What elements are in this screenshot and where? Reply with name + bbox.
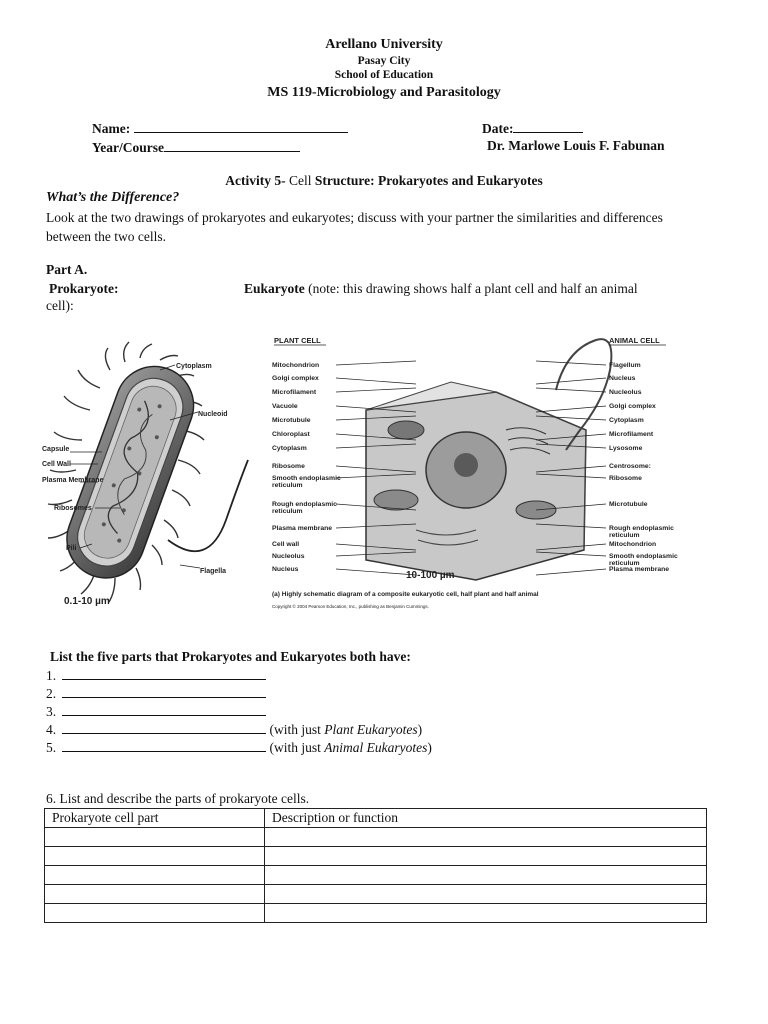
table-cell[interactable] [265,904,707,923]
table-cell[interactable] [265,828,707,847]
activity-title-rest: Structure: Prokaryotes and Eukaryotes [314,173,543,188]
animal-label: Mitochondrion [609,541,657,548]
animal-label: Microtubule [609,501,648,508]
flagellum-line [168,460,248,551]
list-note-close: ) [427,740,432,755]
prokaryote-parts-table [44,808,707,923]
animal-leader-line [536,569,606,575]
answer-field[interactable] [62,721,266,734]
table-cell[interactable] [45,885,265,904]
plant-leader-line [336,378,416,384]
table-cell[interactable] [265,885,707,904]
label-plasma-membrane: Plasma Membrane [42,477,104,484]
plant-label: Nucleolus [272,553,305,560]
animal-label: Ribosome [609,475,642,482]
animal-label: Golgi complex [609,403,656,410]
activity-cell-word: Cell [285,173,315,188]
eukaryote-copyright: Copyright © 2004 Pearson Education, Inc., publishing as Benjamin Cummings. [272,604,429,609]
year-field[interactable] [164,138,300,152]
plant-label: Plasma membrane [272,525,333,532]
animal-label: Centrosome: [609,463,651,470]
animal-label: Plasma membrane [609,566,670,573]
eukaryote-caption: (a) Highly schematic diagram of a composite eukaryotic cell, half plant and half animal [272,591,539,598]
course-title: MS 119-Microbiology and Parasitology [267,85,501,100]
eukaryote-note-cont: cell): [46,298,74,313]
prokaryote-scale: 0.1-10 µm [64,596,110,607]
prokaryote-body [56,356,205,589]
eukaryote-body [366,339,611,580]
table-cell[interactable] [265,847,707,866]
table-cell[interactable] [45,828,265,847]
plant-label: Cell wall [272,541,300,548]
instructor: Dr. Marlowe Louis F. Fabunan [487,138,665,153]
table-row [45,828,707,847]
list-num: 5. [46,740,57,755]
animal-label: Cytoplasm [609,417,644,424]
animal-label: Microfilament [609,431,654,438]
table-cell[interactable] [45,847,265,866]
label-capsule: Capsule [42,446,70,453]
eukaryote-label-row [244,281,638,297]
animal-label: Lysosome [609,445,643,452]
plant-label: Smooth endoplasmic reticulum [272,475,341,489]
list-item [46,721,432,739]
animal-label: Nucleus [609,375,636,382]
answer-field[interactable] [62,667,266,680]
animal-label: Nucleolus [609,389,642,396]
answer-field[interactable] [62,685,266,698]
plant-label: Microtubule [272,417,311,424]
plant-leader-line [336,361,416,365]
list-note: (with just [269,722,325,737]
list-item [46,685,432,703]
animal-leader-line [536,361,606,365]
list-item [46,667,432,685]
list-items [46,667,432,757]
year-row [92,138,300,156]
col-header-description: Description or function [265,809,707,828]
label-cytoplasm: Cytoplasm [176,363,212,370]
table-row [45,847,707,866]
plant-label: Microfilament [272,389,317,396]
animal-label: Flagellum [609,362,641,369]
table-header-row [45,809,707,828]
animal-label: Rough endoplasmic reticulum [609,525,674,539]
name-label: Name: [92,121,131,136]
eukaryote-scale: 10-100 µm [406,570,455,581]
date-label: Date: [482,121,514,136]
plant-label: Rough endoplasmic reticulum [272,501,337,515]
answer-field[interactable] [62,739,266,752]
label-flagella: Flagella [200,568,227,575]
plant-cell-title: PLANT CELL [274,336,321,345]
name-field[interactable] [134,119,348,133]
prokaryote-figure [40,340,260,615]
list-num: 3. [46,704,57,719]
plant-label: Chloroplast [272,431,310,438]
list-num: 2. [46,686,57,701]
plant-label: Nucleus [272,566,299,573]
school: School of Education [334,69,434,81]
list-num: 1. [46,668,57,683]
city: Pasay City [357,55,411,67]
plant-label: Mitochondrion [272,362,320,369]
university-name: Arellano University [325,37,443,52]
table-row [45,885,707,904]
animal-leader-line [536,388,606,392]
date-field[interactable] [513,119,583,133]
activity-subtitle: What’s the Difference? [46,190,180,205]
animal-label: Smooth endoplasmic reticulum [609,553,678,567]
label-ribosomes: Ribosomes [54,505,92,512]
activity-prefix: Activity 5- [225,173,286,188]
animal-leader-line [536,378,606,384]
plant-label: Golgi complex [272,375,319,382]
list-item [46,739,432,757]
label-nucleoid: Nucleoid [198,411,228,418]
list-item [46,703,432,721]
list-note-close: ) [417,722,423,737]
list-num: 4. [46,722,57,737]
instructions: Look at the two drawings of prokaryotes and eukaryotes; discuss with your partner the similarities and differences between the two cells. [46,210,663,244]
table-row [45,904,707,923]
plant-label: Cytoplasm [272,445,307,452]
question-6: 6. List and describe the parts of prokaryote cells. [46,791,310,806]
plant-label: Vacuole [272,403,298,410]
list-heading: List the five parts that Prokaryotes and Eukaryotes both have: [50,649,411,664]
prokaryote-label: Prokaryote: [49,281,119,296]
table-cell[interactable] [265,866,707,885]
list-note-italic: Plant Eukaryotes [324,722,418,737]
activity-title [0,173,768,189]
eukaryote-note: (note: this drawing shows half a plant cell and half an animal [304,281,638,296]
table-cell[interactable] [45,904,265,923]
col-header-part: Prokaryote cell part [45,809,265,828]
table-row [45,866,707,885]
table-cell[interactable] [45,866,265,885]
plant-leader-line [336,569,416,575]
plant-label: Ribosome [272,463,305,470]
answer-field[interactable] [62,703,266,716]
part-a-label: Part A. [46,262,88,277]
label-pili: Pili [66,545,77,552]
plant-leader-line [336,388,416,392]
list-note-italic: Animal Eukaryotes [324,740,428,755]
eukaryote-figure [266,330,718,615]
eukaryote-label: Eukaryote [244,281,305,296]
date-row [482,119,583,137]
name-row [92,119,348,137]
list-note: (with just [269,740,325,755]
label-cell-wall: Cell Wall [42,461,71,468]
year-label: Year/Course [92,140,164,155]
animal-cell-title: ANIMAL CELL [609,336,660,345]
